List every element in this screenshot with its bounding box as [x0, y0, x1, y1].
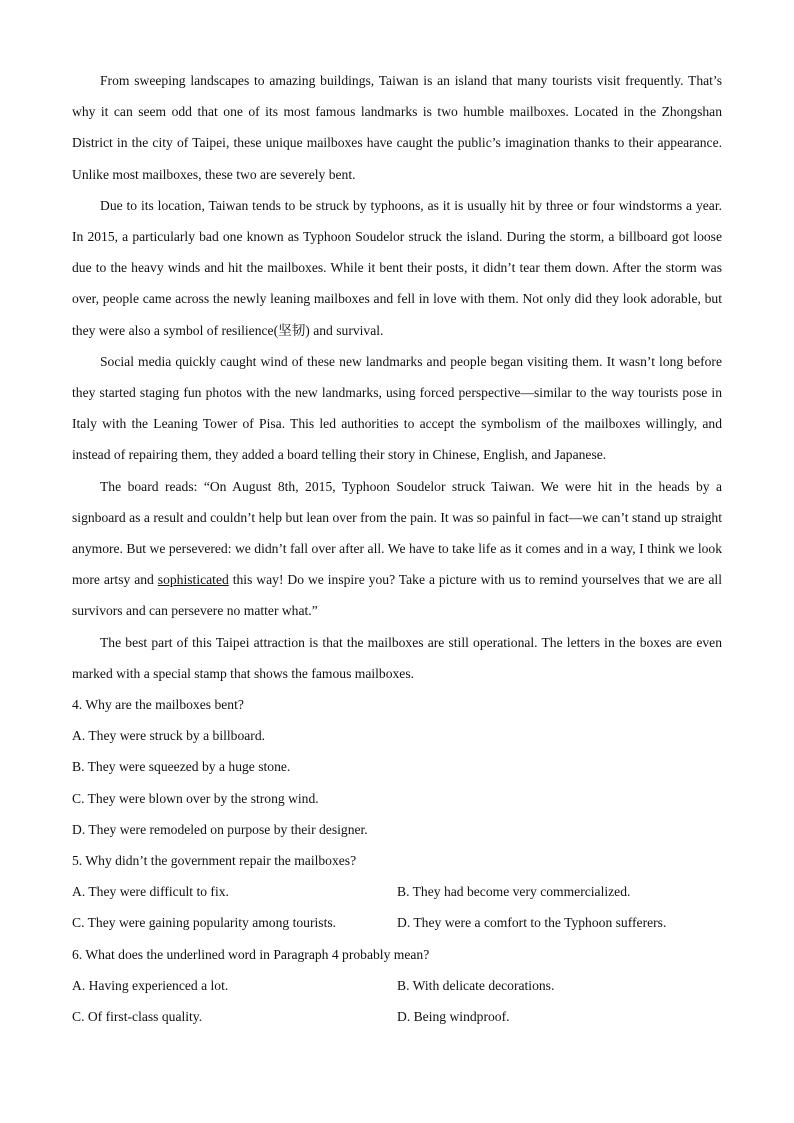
question-5-option-c: C. They were gaining popularity among tourists. [72, 915, 337, 931]
paragraph-4-text-after: this way! Do we inspire you? Take a picture with us to remind yourselves that we are all survivors and can persevere no matter what.” [72, 572, 722, 619]
question-6-option-c: C. Of first-class quality. [72, 1009, 203, 1025]
question-6-stem: 6. What does the underlined word in Paragraph 4 probably mean? [72, 946, 430, 962]
question-5 [72, 845, 722, 939]
question-4-option-c: C. They were blown over by the strong wind. [72, 790, 319, 806]
document-content [72, 65, 722, 1032]
question-6-option-d: D. Being windproof. [397, 1009, 510, 1025]
question-6 [72, 939, 722, 1033]
question-4-option-a: A. They were struck by a billboard. [72, 728, 266, 744]
paragraph-3: Social media quickly caught wind of these new landmarks and people began visiting them. It wasn’t long before they started staging fun photos with the new landmarks, using forced perspective—similar to the way tourists pose in Italy with the Leaning Tower of Pisa. This led authorities to accept the symbolism of the mailboxes willingly, and instead of repairing them, they added a board telling their story in Chinese, English, and Japanese. [72, 353, 722, 463]
question-5-option-a: A. They were difficult to fix. [72, 884, 229, 900]
paragraph-4-text-before: The board reads: “On August 8th, 2015, Typhoon Soudelor struck Taiwan. We were hit in the heads by a signboard as a result and couldn’t help but lean over from the pain. It was so painful in fact—we can’t stand up straight anymore. But we persevered: we didn’t fall over after all. We have to take life as it comes and in a way, I think we look more artsy and [72, 478, 722, 588]
question-4-option-d: D. They were remodeled on purpose by their designer. [72, 821, 368, 837]
underlined-word: sophisticated [157, 572, 229, 588]
question-4-stem: 4. Why are the mailboxes bent? [72, 697, 244, 713]
question-5-stem: 5. Why didn’t the government repair the mailboxes? [72, 853, 357, 869]
question-5-options [72, 876, 722, 938]
paragraph-4 [72, 471, 722, 627]
question-6-option-b: B. With delicate decorations. [397, 977, 555, 993]
question-4 [72, 689, 722, 845]
question-5-option-b: B. They had become very commercialized. [397, 884, 631, 900]
paragraph-2: Due to its location, Taiwan tends to be struck by typhoons, as it is usually hit by three or four windstorms a year. In 2015, a particularly bad one known as Typhoon Soudelor struck the island. During the storm, a billboard got loose due to the heavy winds and hit the mailboxes. While it bent their posts, it didn’t tear them down. After the storm was over, people came across the newly leaning mailboxes and fell in love with them. Not only did they look adorable, but they were also a symbol of resilience(坚韧) and survival. [72, 197, 722, 338]
question-4-option-b: B. They were squeezed by a huge stone. [72, 759, 291, 775]
paragraph-1: From sweeping landscapes to amazing buildings, Taiwan is an island that many tourists visit frequently. That’s why it can seem odd that one of its most famous landmarks is two humble mailboxes. Located in the Zhongshan District in the city of Taipei, these unique mailboxes have caught the public’s imagination thanks to their appearance. Unlike most mailboxes, these two are severely bent. [72, 73, 722, 182]
paragraph-5: The best part of this Taipei attraction is that the mailboxes are still operational. The letters in the boxes are even marked with a special stamp that shows the famous mailboxes. [72, 634, 722, 681]
question-5-option-d: D. They were a comfort to the Typhoon sufferers. [397, 915, 667, 931]
question-6-options [72, 970, 722, 1032]
question-6-option-a: A. Having experienced a lot. [72, 977, 229, 993]
